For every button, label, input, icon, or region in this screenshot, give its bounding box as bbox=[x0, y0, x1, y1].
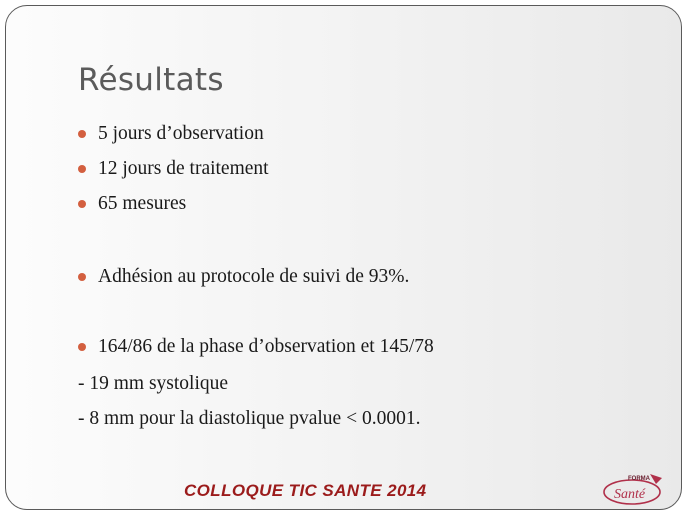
bullet-item bbox=[78, 192, 186, 216]
bullet-text: Adhésion au protocole de suivi de 93%. bbox=[98, 266, 410, 287]
forma-sante-logo bbox=[602, 468, 670, 508]
logo-top-text: FORMA bbox=[628, 476, 650, 482]
bullet-item bbox=[78, 335, 434, 359]
footer-text: COLLOQUE TIC SANTE 2014 bbox=[184, 481, 427, 500]
logo-script-text: Santé bbox=[614, 487, 646, 502]
logo-arrow-icon bbox=[650, 474, 662, 484]
bullet-dot-icon bbox=[78, 273, 86, 281]
bullet-dot-icon bbox=[78, 200, 86, 208]
dash-line-item: - 19 mm systolique bbox=[78, 373, 229, 394]
bullet-dot-icon bbox=[78, 165, 86, 173]
bullet-dot-icon bbox=[78, 343, 86, 351]
bullet-text: 65 mesures bbox=[98, 193, 187, 214]
slide-title: Résultats bbox=[78, 62, 224, 98]
bullet-item bbox=[78, 265, 409, 289]
slide bbox=[5, 5, 682, 510]
bullet-dot-icon bbox=[78, 130, 86, 138]
bullet-text: 164/86 de la phase d’observation et 145/78 bbox=[98, 336, 434, 357]
bullet-item bbox=[78, 122, 264, 146]
bullet-item bbox=[78, 157, 269, 181]
dash-line-item: - 8 mm pour la diastolique pvalue < 0.0001. bbox=[78, 408, 421, 429]
bullet-text: 5 jours d’observation bbox=[98, 123, 264, 144]
bullet-text: 12 jours de traitement bbox=[98, 158, 269, 179]
